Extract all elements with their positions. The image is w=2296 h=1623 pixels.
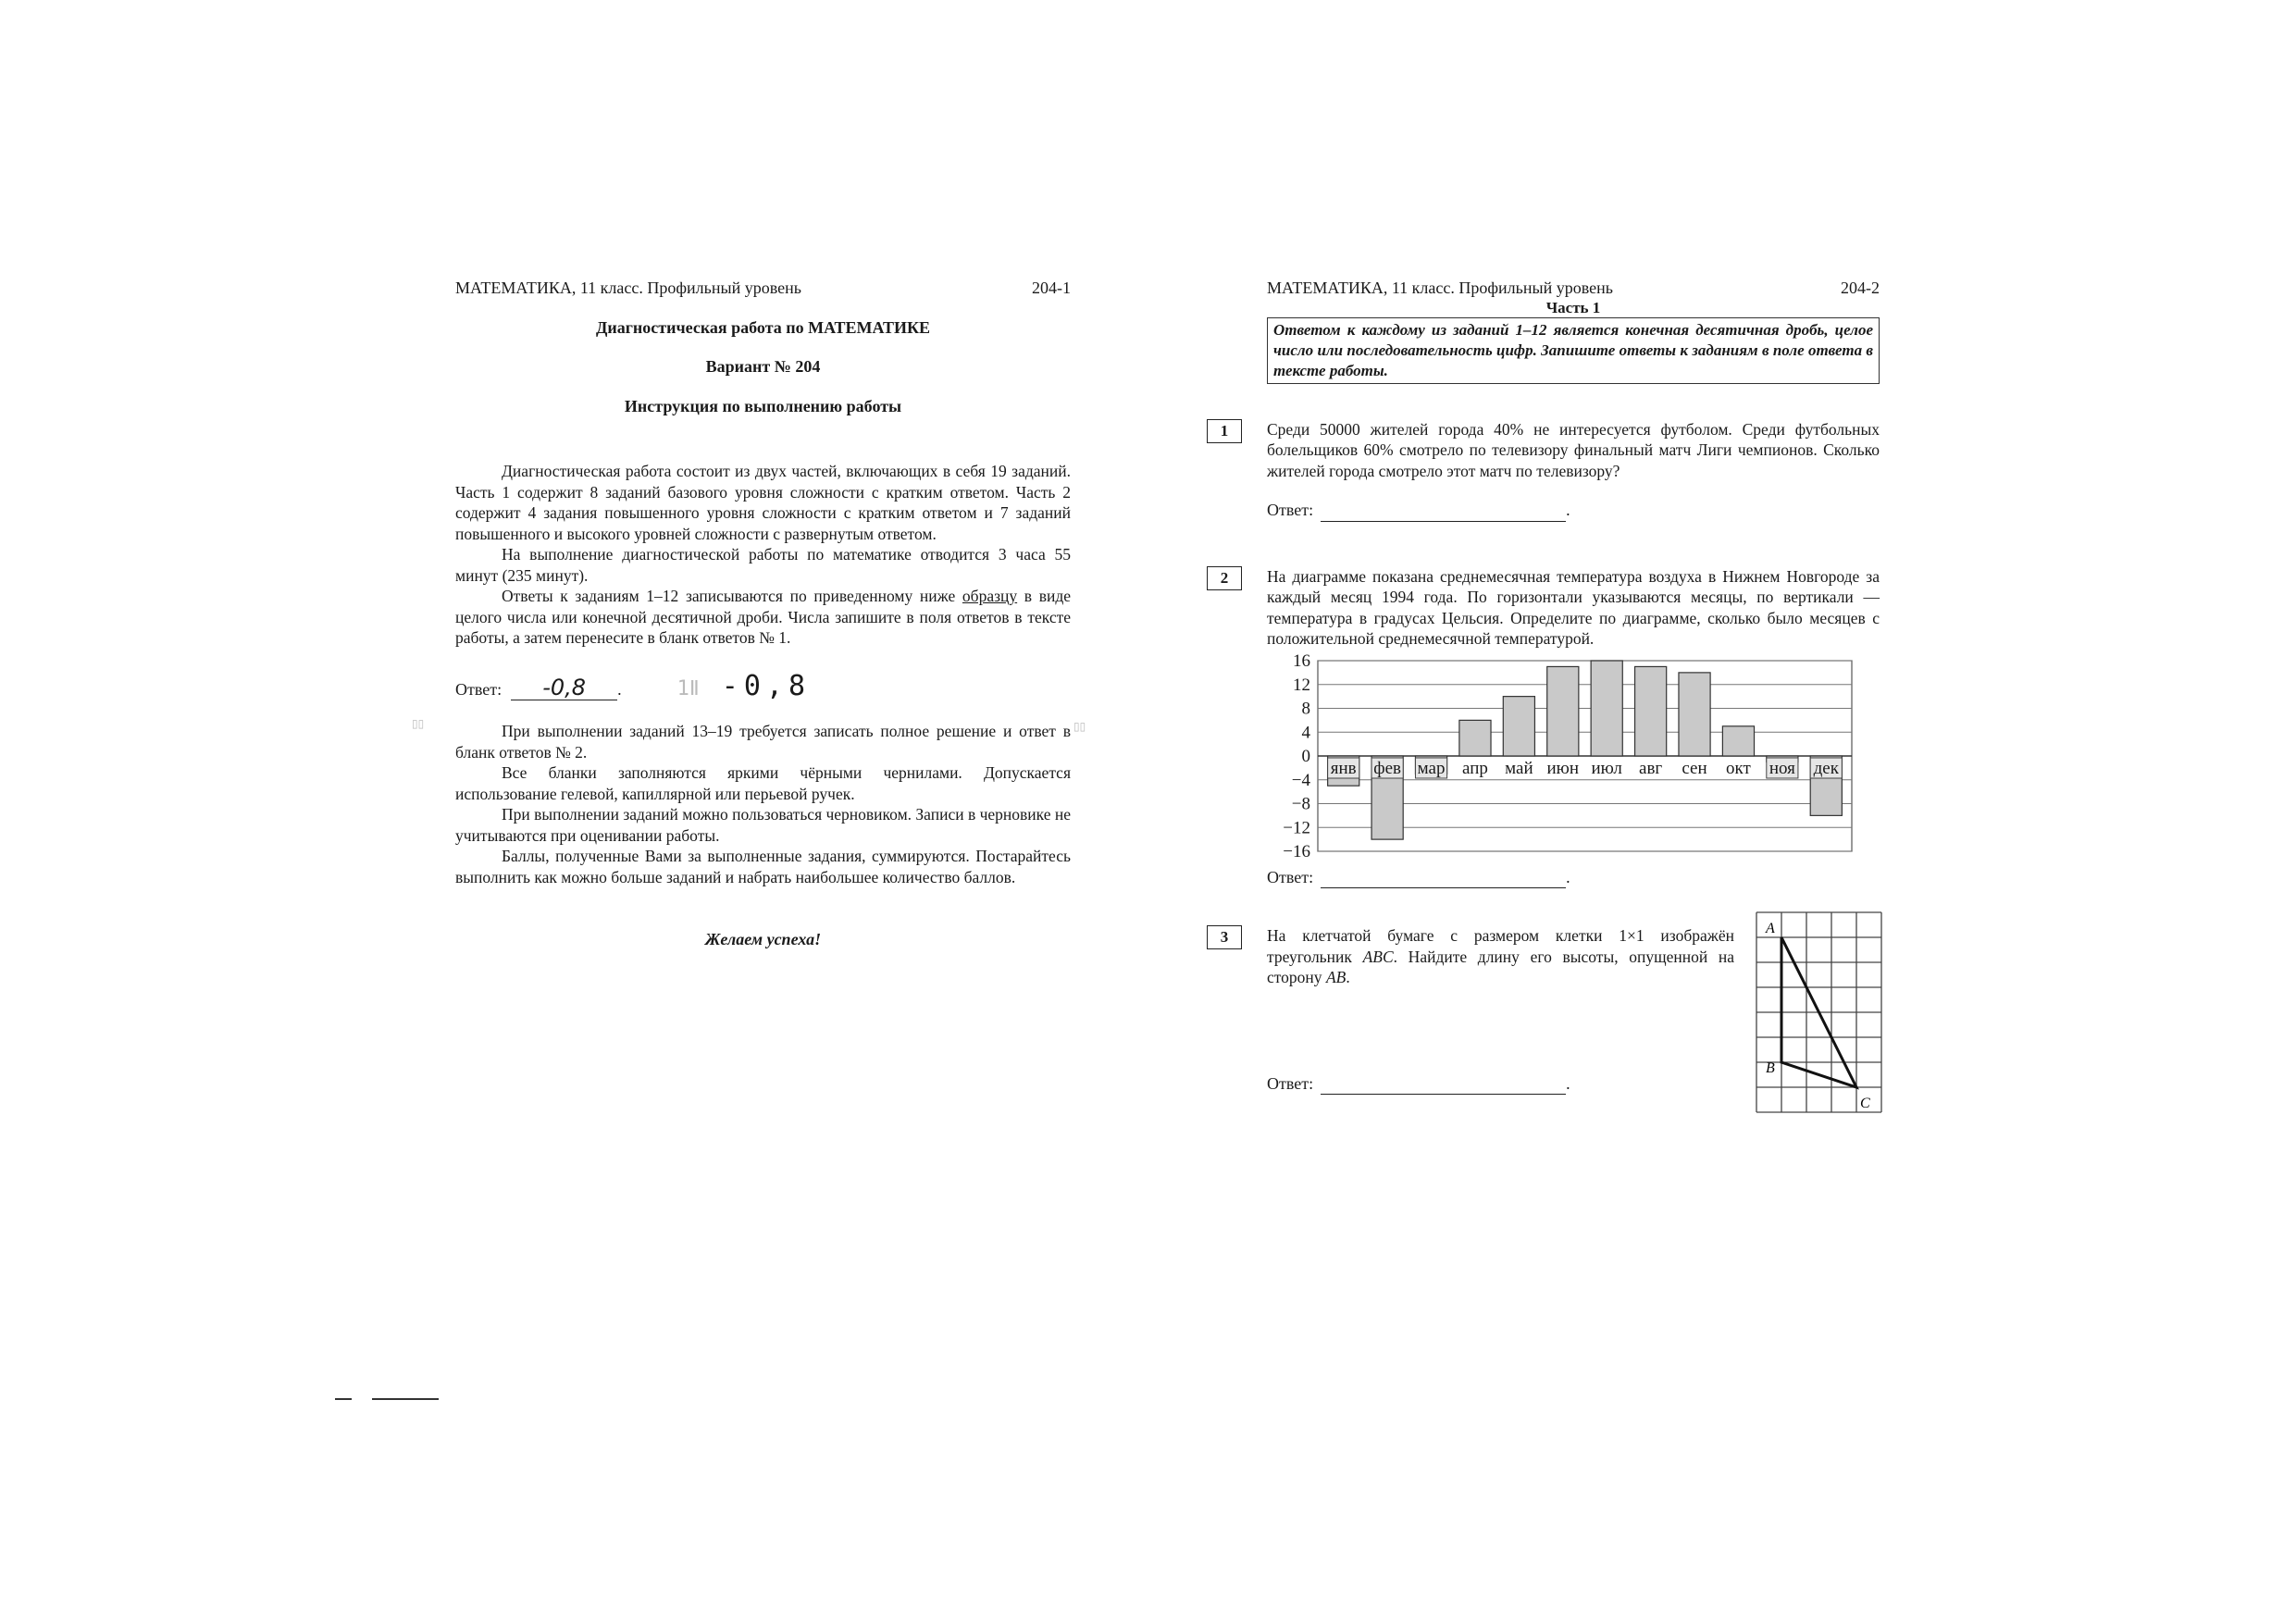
bar-сен	[1679, 672, 1710, 755]
month-label-мар: мар	[1417, 758, 1446, 778]
instructions-paragraph-4: При выполнении заданий 13–19 требуется записать полное решение и ответ в бланк ответов № 2.	[455, 722, 1071, 762]
vertex-b-label: B	[1766, 1060, 1775, 1076]
instructions-notice: Ответом к каждому из заданий 1–12 является конечная десятичная дробь, целое число или последовательность цифр. Запишите ответы к заданиям в поле ответа в тексте работы.	[1267, 317, 1880, 384]
bar-июн	[1547, 666, 1579, 756]
month-label-ноя: ноя	[1769, 758, 1795, 778]
document-title: Диагностическая работа по МАТЕМАТИКЕ	[595, 317, 931, 337]
scan-dash-1	[335, 1398, 352, 1400]
variant-title: Вариант № 204	[705, 357, 821, 376]
task-number-badge: 3	[1207, 925, 1242, 949]
month-label-фев: фев	[1373, 758, 1401, 778]
part-title: Часть 1	[1545, 298, 1601, 316]
instructions-paragraph-7: Баллы, полученные Вами за выполненные задания, суммируются. Постарайтесь выполнить как можно больше заданий и набрать наибольшее количество баллов.	[455, 847, 1071, 886]
month-label-янв: янв	[1330, 758, 1357, 778]
y-tick-label: 0	[1301, 746, 1310, 766]
triangle-name: ABC	[1362, 947, 1394, 966]
sample-cells-ghost: 1Ⅱ	[676, 676, 700, 700]
month-label-дек: дек	[1813, 758, 1839, 778]
answer-field[interactable]	[1321, 867, 1566, 889]
month-label-апр: апр	[1462, 758, 1488, 778]
task-text: На клетчатой бумаге с размером клетки 1×1 изображён треугольник ABC. Найдите длину его высоты, опущенной на сторону AB.	[1267, 926, 1734, 986]
month-label-июн: июн	[1546, 758, 1580, 778]
task-1	[1220, 419, 1880, 522]
answer-label: Ответ:	[1267, 501, 1314, 519]
bar-май	[1503, 696, 1534, 755]
scan-mark-left: ▯▯	[412, 717, 425, 730]
sample-answer-label: Ответ:	[455, 679, 503, 699]
right-page-header	[1267, 278, 1880, 299]
instructions-paragraph-3: Ответы к заданиям 1–12 записываются по приведенному ниже образцу в виде целого числа или конечной десятичной дроби. Числа запишите в поля ответов в тексте работы, а затем перенесите в бланк ответов № 1.	[455, 587, 1072, 647]
task-number-badge: 2	[1207, 566, 1242, 590]
bar-апр	[1459, 720, 1491, 756]
side-name: AB	[1325, 968, 1347, 986]
left-page-header	[455, 278, 1071, 299]
instructions-paragraph-2: На выполнение диагностической работы по математике отводится 3 часа 55 минут (235 минут).	[455, 545, 1071, 585]
task-1-answer: Ответ: .	[1267, 500, 1880, 522]
right-header-title: МАТЕМАТИКА, 11 класс. Профильный уровень	[1267, 279, 1613, 297]
y-tick-label: −4	[1291, 770, 1310, 790]
task-text: Среди 50000 жителей города 40% не интересуется футболом. Среди футбольных болельщиков 60% смотрело по телевизору финальный матч Лиги чемпионов. Сколько жителей города смотрело этот матч по телевизору?	[1267, 419, 1880, 480]
bar-авг	[1635, 666, 1667, 756]
y-tick-label: −16	[1283, 841, 1310, 861]
instructions-paragraph-5: Все бланки заполняются яркими чёрными чернилами. Допускается использование гелевой, капиллярной или перьевой ручек.	[455, 763, 1071, 803]
y-tick-label: −12	[1283, 817, 1310, 837]
y-tick-label: 4	[1301, 722, 1310, 742]
bar-июл	[1591, 661, 1622, 756]
task-text: На диаграмме показана среднемесячная температура воздуха в Нижнем Новгороде за каждый месяц 1994 года. По горизонтали указываются месяцы, по вертикали — температура в градусах Цельсия. Определите по диаграмме, сколько было месяцев с положительной среднемесячной температурой.	[1267, 566, 1880, 648]
answer-field[interactable]	[1321, 1073, 1566, 1096]
triangle-figure	[1755, 911, 1884, 1114]
answer-label: Ответ:	[1267, 1073, 1314, 1093]
left-page-code: 204-1	[1032, 279, 1071, 297]
task-number-badge: 1	[1207, 419, 1242, 443]
month-label-авг: авг	[1639, 758, 1663, 778]
answer-label: Ответ:	[1267, 867, 1314, 886]
y-tick-label: −8	[1291, 794, 1310, 813]
month-label-окт: окт	[1726, 758, 1751, 778]
sample-answer-cells	[676, 669, 812, 702]
left-page	[455, 278, 1071, 950]
right-page-code: 204-2	[1841, 279, 1880, 297]
scan-dash-2	[372, 1398, 439, 1400]
right-page	[1220, 278, 1880, 1111]
instructions-title: Инструкция по выполнению работы	[624, 396, 902, 415]
y-tick-label: 16	[1293, 652, 1310, 671]
vertex-c-label: C	[1860, 1096, 1870, 1111]
y-tick-label: 8	[1301, 699, 1310, 718]
sample-answer-field	[511, 674, 617, 701]
task-2-answer: Ответ: .	[1267, 867, 1880, 889]
sample-handwritten-answer: -0,8	[542, 674, 587, 700]
instructions-paragraph-6: При выполнении заданий можно пользоваться черновиком. Записи в черновике не учитываются при оценивании работы.	[455, 805, 1071, 845]
y-tick-label: 12	[1293, 675, 1310, 695]
task-3-answer: Ответ: .	[1267, 1073, 1880, 1096]
task-3	[1220, 921, 1880, 1111]
wish-text: Желаем успеха!	[704, 930, 822, 948]
sample-cells-value: -0,8	[721, 669, 812, 702]
scan-mark-right: ▯▯	[1074, 720, 1086, 733]
vertex-a-label: A	[1766, 921, 1775, 936]
bar-окт	[1722, 725, 1754, 755]
month-label-сен: сен	[1682, 758, 1707, 778]
sample-answer: Ответ: -0,8 . 1Ⅱ -0,8	[455, 669, 812, 702]
instructions-paragraph-1: Диагностическая работа состоит из двух частей, включающих в себя 19 заданий. Часть 1 содержит 8 заданий базового уровня сложности с кратким ответом. Часть 2 содержит 4 задания повышенного уровня сложности с кратким ответом и 7 заданий повышенного и высокого уровней сложности с развернутым ответом.	[455, 462, 1071, 543]
task-2	[1220, 566, 1880, 889]
temperature-chart	[1267, 653, 1878, 871]
month-label-май: май	[1505, 758, 1533, 778]
month-label-июл: июл	[1591, 758, 1622, 778]
left-header-title: МАТЕМАТИКА, 11 класс. Профильный уровень	[455, 279, 801, 297]
answer-field[interactable]	[1321, 500, 1566, 522]
sample-link: образцу	[962, 587, 1018, 605]
